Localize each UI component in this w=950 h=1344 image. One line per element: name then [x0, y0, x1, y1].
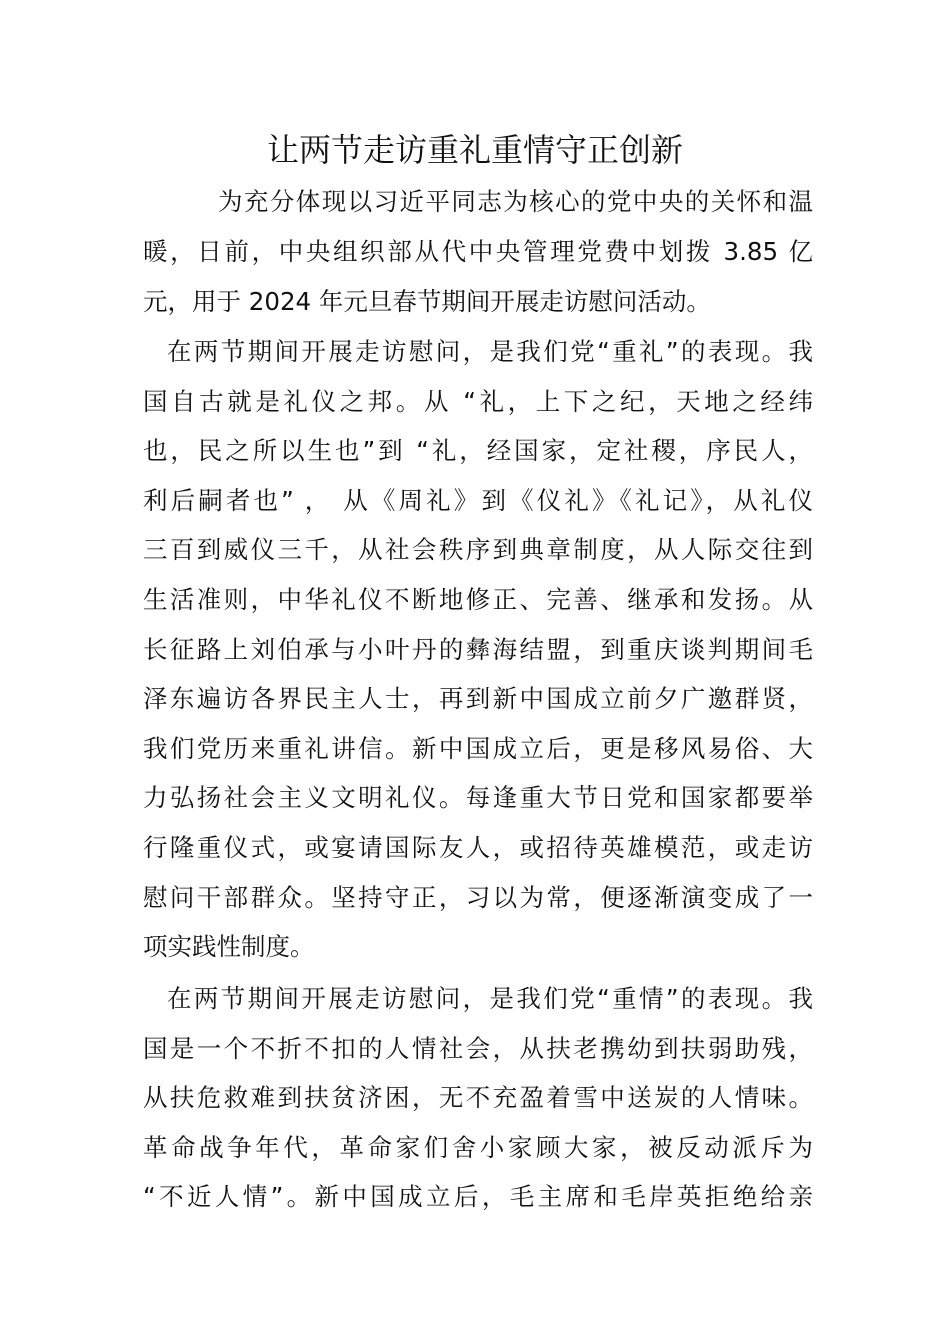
paragraph-2-line-9: 我们党历来重礼讲信。新中国成立后，更是移风易俗、大 — [143, 734, 813, 763]
paragraph-2-line-6: 生活准则，中华礼仪不断地修正、完善、继承和发扬。从 — [143, 585, 813, 614]
paragraph-3-line-3: 从扶危救难到扶贫济困，无不充盈着雪中送炭的人情味。 — [143, 1083, 813, 1112]
paragraph-3-line-4: 革命战争年代，革命家们舍小家顾大家，被反动派斥为 — [143, 1133, 813, 1162]
paragraph-2-line-7: 长征路上刘伯承与小叶丹的彝海结盟，到重庆谈判期间毛 — [143, 635, 813, 664]
paragraph-2-line-13: 项实践性制度。 — [143, 932, 315, 961]
paragraph-1-line-1: 为充分体现以习近平同志为核心的党中央的关怀和温 — [218, 187, 813, 216]
paragraph-1-line-3: 元，用于 2024 年元旦春节期间开展走访慰问活动。 — [143, 287, 711, 316]
paragraph-2-line-3: 也，民之所以生也”到 “礼，经国家，定社稷，序民人， — [143, 436, 813, 465]
paragraph-2-line-4: 利后嗣者也” ， 从《周礼》到《仪礼》《礼记》，从礼仪 — [143, 486, 813, 515]
paragraph-2-line-5: 三百到威仪三千，从社会秩序到典章制度，从人际交往到 — [143, 535, 813, 564]
paragraph-3-line-2: 国是一个不折不扣的人情社会，从扶老携幼到扶弱助残， — [143, 1034, 813, 1063]
paragraph-2-line-8: 泽东遍访各界民主人士，再到新中国成立前夕广邀群贤， — [143, 684, 813, 713]
paragraph-1-line-2: 暖，日前，中央组织部从代中央管理党费中划拨 3.85 亿 — [143, 237, 813, 266]
paragraph-2-line-12: 慰问干部群众。坚持守正，习以为常，便逐渐演变成了一 — [143, 883, 813, 912]
paragraph-3-line-1: 在两节期间开展走访慰问，是我们党“重情”的表现。我 — [167, 984, 813, 1013]
paragraph-2-line-11: 行隆重仪式，或宴请国际友人，或招待英雄模范，或走访 — [143, 833, 813, 862]
paragraph-3-line-5: “不近人情”。新中国成立后，毛主席和毛岸英拒绝给亲 — [143, 1182, 813, 1211]
paragraph-2-line-1: 在两节期间开展走访慰问，是我们党“重礼”的表现。我 — [167, 337, 813, 366]
document-title: 让两节走访重礼重情守正创新 — [266, 131, 683, 169]
paragraph-2-line-10: 力弘扬社会主义文明礼仪。每逢重大节日党和国家都要举 — [143, 783, 813, 812]
paragraph-2-line-2: 国自古就是礼仪之邦。从 “礼，上下之纪，天地之经纬 — [143, 387, 813, 416]
